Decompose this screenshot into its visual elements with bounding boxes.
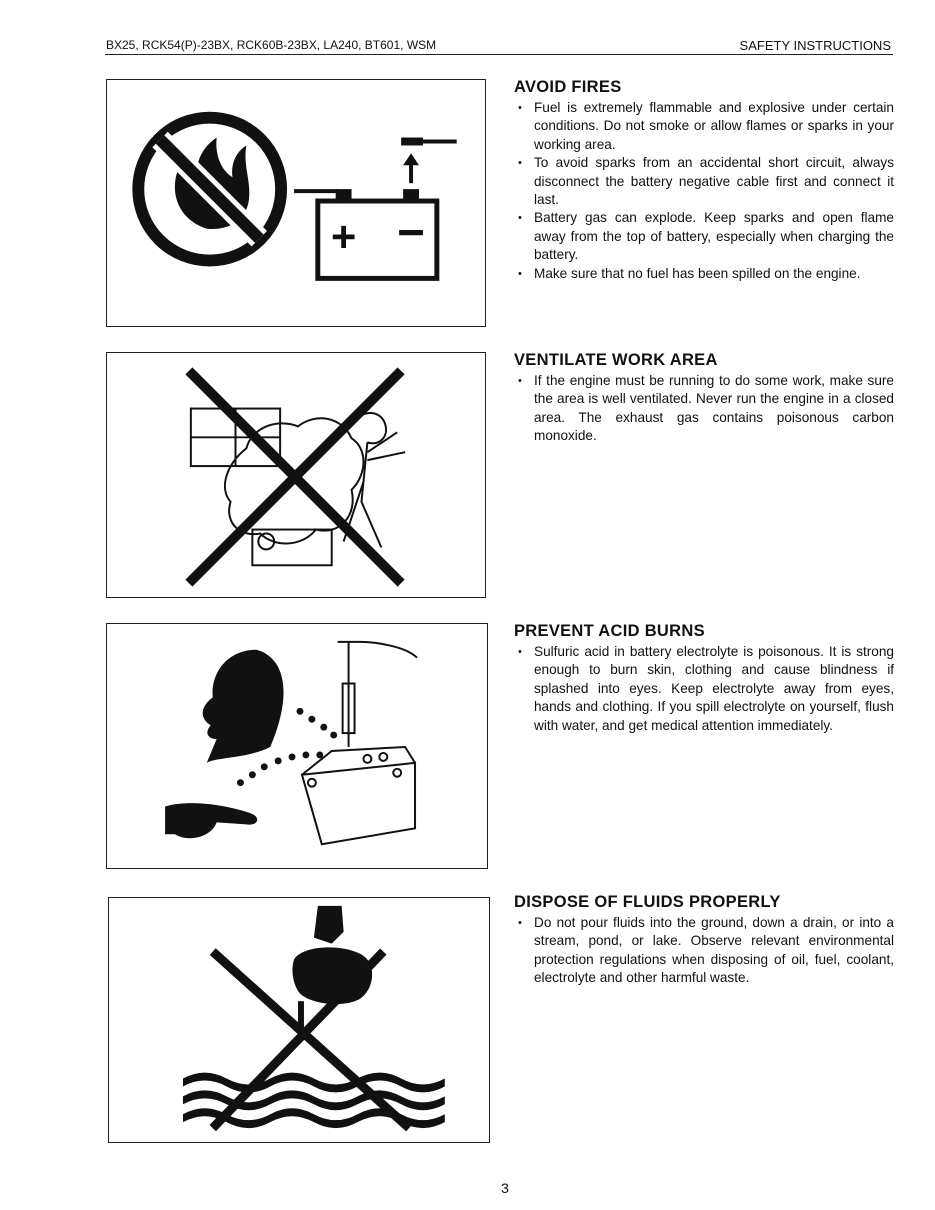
no-dumping-fluids-icon (109, 898, 489, 1142)
no-fire-icon (107, 80, 485, 326)
ventilate-figure (106, 352, 486, 598)
section-title: VENTILATE WORK AREA (514, 351, 718, 369)
avoid-fires-figure (106, 79, 486, 327)
battery-icon (294, 138, 457, 279)
dispose-fluids-figure (108, 897, 490, 1143)
bullet-item: • Sulfuric acid in battery electrolyte is poisonous. It is strong enough to burn skin, clothing and cause blindness if splashed into eyes. Keep electrolyte away from eyes, hands and clothing. If you spill electrolyte on yourself, flush with water, and get medical attention immediately. (512, 643, 894, 735)
page-number: 3 (501, 1180, 509, 1196)
bullet-item: • Do not pour fluids into the ground, down a drain, or into a stream, pond, or lake. Observe relevant environmental protection regulations when disposing of oil, fuel, coolant, electrolyte and other harmful waste. (512, 914, 894, 988)
bullet-item: • Fuel is extremely flammable and explosive under certain conditions. Do not smoke or allow flames or sparks in your working area. (512, 99, 894, 154)
acid-burns-figure (106, 623, 488, 869)
section-prevent-acid-burns (512, 622, 894, 735)
header-model-list: BX25, RCK54(P)-23BX, RCK60B-23BX, LA240, BT601, WSM (106, 38, 437, 52)
section-title: PREVENT ACID BURNS (514, 622, 705, 640)
no-engine-closed-room-icon (107, 353, 485, 597)
header-section-title: SAFETY INSTRUCTIONS (739, 38, 891, 53)
bullet-item: • Make sure that no fuel has been spilled on the engine. (512, 265, 894, 283)
section-title: AVOID FIRES (514, 78, 622, 96)
acid-burn-icon (107, 624, 487, 868)
bullet-item: • If the engine must be running to do some work, make sure the area is well ventilated. Never run the engine in a closed area. The exhaust gas contains poisonous carbon monoxide. (512, 372, 894, 446)
header-rule (105, 54, 893, 55)
section-dispose-fluids (512, 893, 894, 988)
bullet-item: • To avoid sparks from an accidental short circuit, always disconnect the battery negative cable first and connect it last. (512, 154, 894, 209)
section-title: DISPOSE OF FLUIDS PROPERLY (514, 893, 781, 911)
section-ventilate-work-area (512, 351, 894, 446)
bullet-item: • Battery gas can explode. Keep sparks and open flame away from the top of battery, especially when charging the battery. (512, 209, 894, 264)
battery-minus-sign: − (397, 206, 425, 260)
section-avoid-fires (512, 78, 894, 283)
battery-plus-sign: + (330, 212, 357, 262)
